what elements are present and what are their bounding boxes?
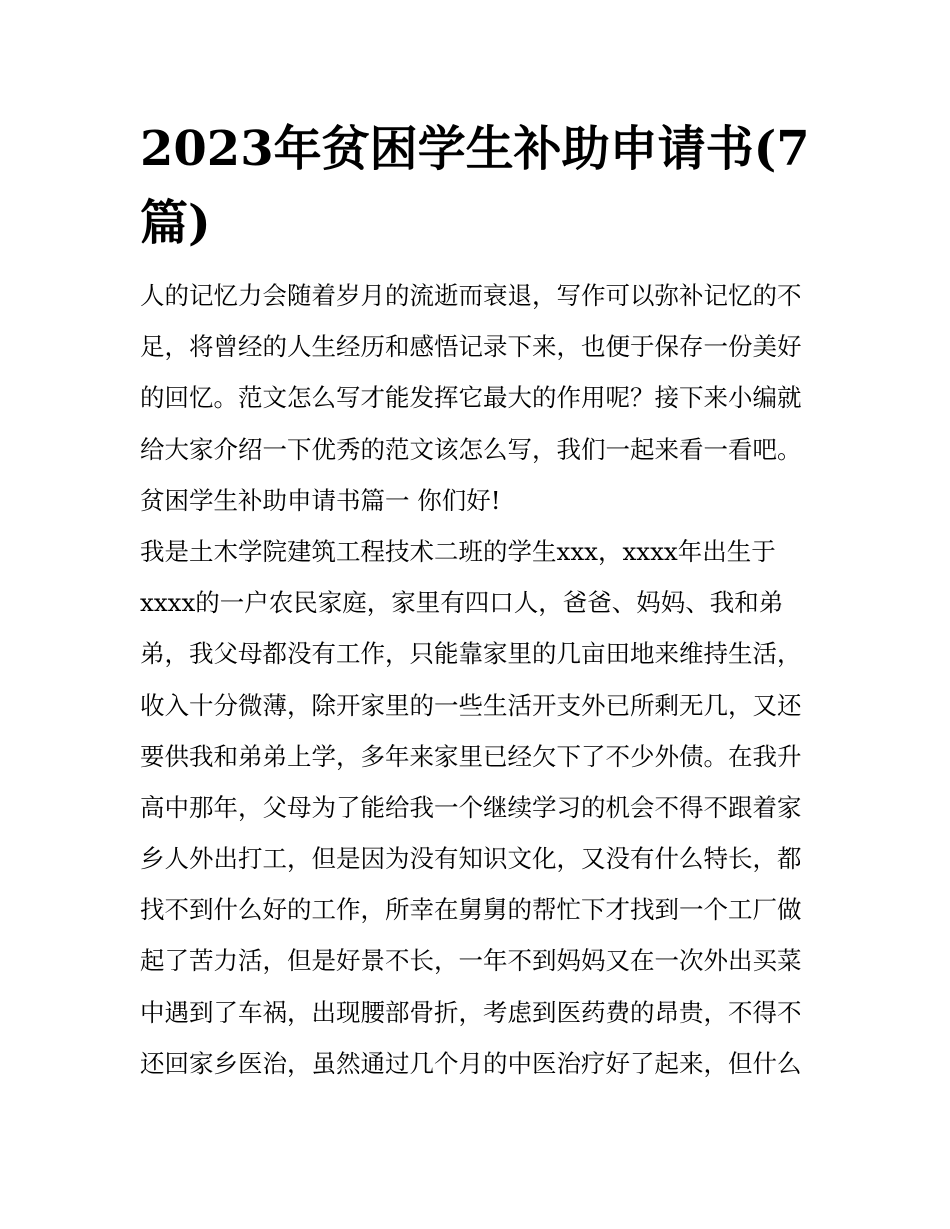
body-line: 要供我和弟弟上学，多年来家里已经欠下了不少外债。在我升 — [140, 741, 802, 771]
body-line: 我是土木学院建筑工程技术二班的学生xxx，xxxx年出生于 — [140, 536, 776, 566]
body-line: 起了苦力活，但是好景不长，一年不到妈妈又在一次外出买菜 — [140, 946, 802, 976]
document-body — [140, 270, 816, 1089]
body-line: 足，将曾经的人生经历和感悟记录下来，也便于保存一份美好 — [140, 332, 802, 362]
body-line: 贫困学生补助申请书篇一 你们好! — [140, 485, 501, 515]
body-line: 找不到什么好的工作，所幸在舅舅的帮忙下才找到一个工厂做 — [140, 895, 802, 925]
body-line: 给大家介绍一下优秀的范文该怎么写，我们一起来看一看吧。 — [140, 434, 802, 464]
body-line: 高中那年，父母为了能给我一个继续学习的机会不得不跟着家 — [140, 792, 802, 822]
body-line: 还回家乡医治，虽然通过几个月的中医治疗好了起来，但什么 — [140, 1048, 802, 1078]
body-line: 弟，我父母都没有工作，只能靠家里的几亩田地来维持生活， — [140, 639, 802, 669]
body-line: 收入十分微薄，除开家里的一些生活开支外已所剩无几，又还 — [140, 690, 802, 720]
document-title: 2023年贫困学生补助申请书(7篇) — [140, 121, 810, 251]
body-line: 的回忆。范文怎么写才能发挥它最大的作用呢？接下来小编就 — [140, 383, 802, 413]
body-line: 乡人外出打工，但是因为没有知识文化，又没有什么特长，都 — [140, 844, 802, 874]
body-line: 中遇到了车祸，出现腰部骨折，考虑到医药费的昂贵，不得不 — [140, 997, 802, 1027]
body-line: 人的记忆力会随着岁月的流逝而衰退，写作可以弥补记忆的不 — [140, 281, 802, 310]
body-line: xxxx的一户农民家庭，家里有四口人，爸爸、妈妈、我和弟 — [140, 588, 784, 618]
